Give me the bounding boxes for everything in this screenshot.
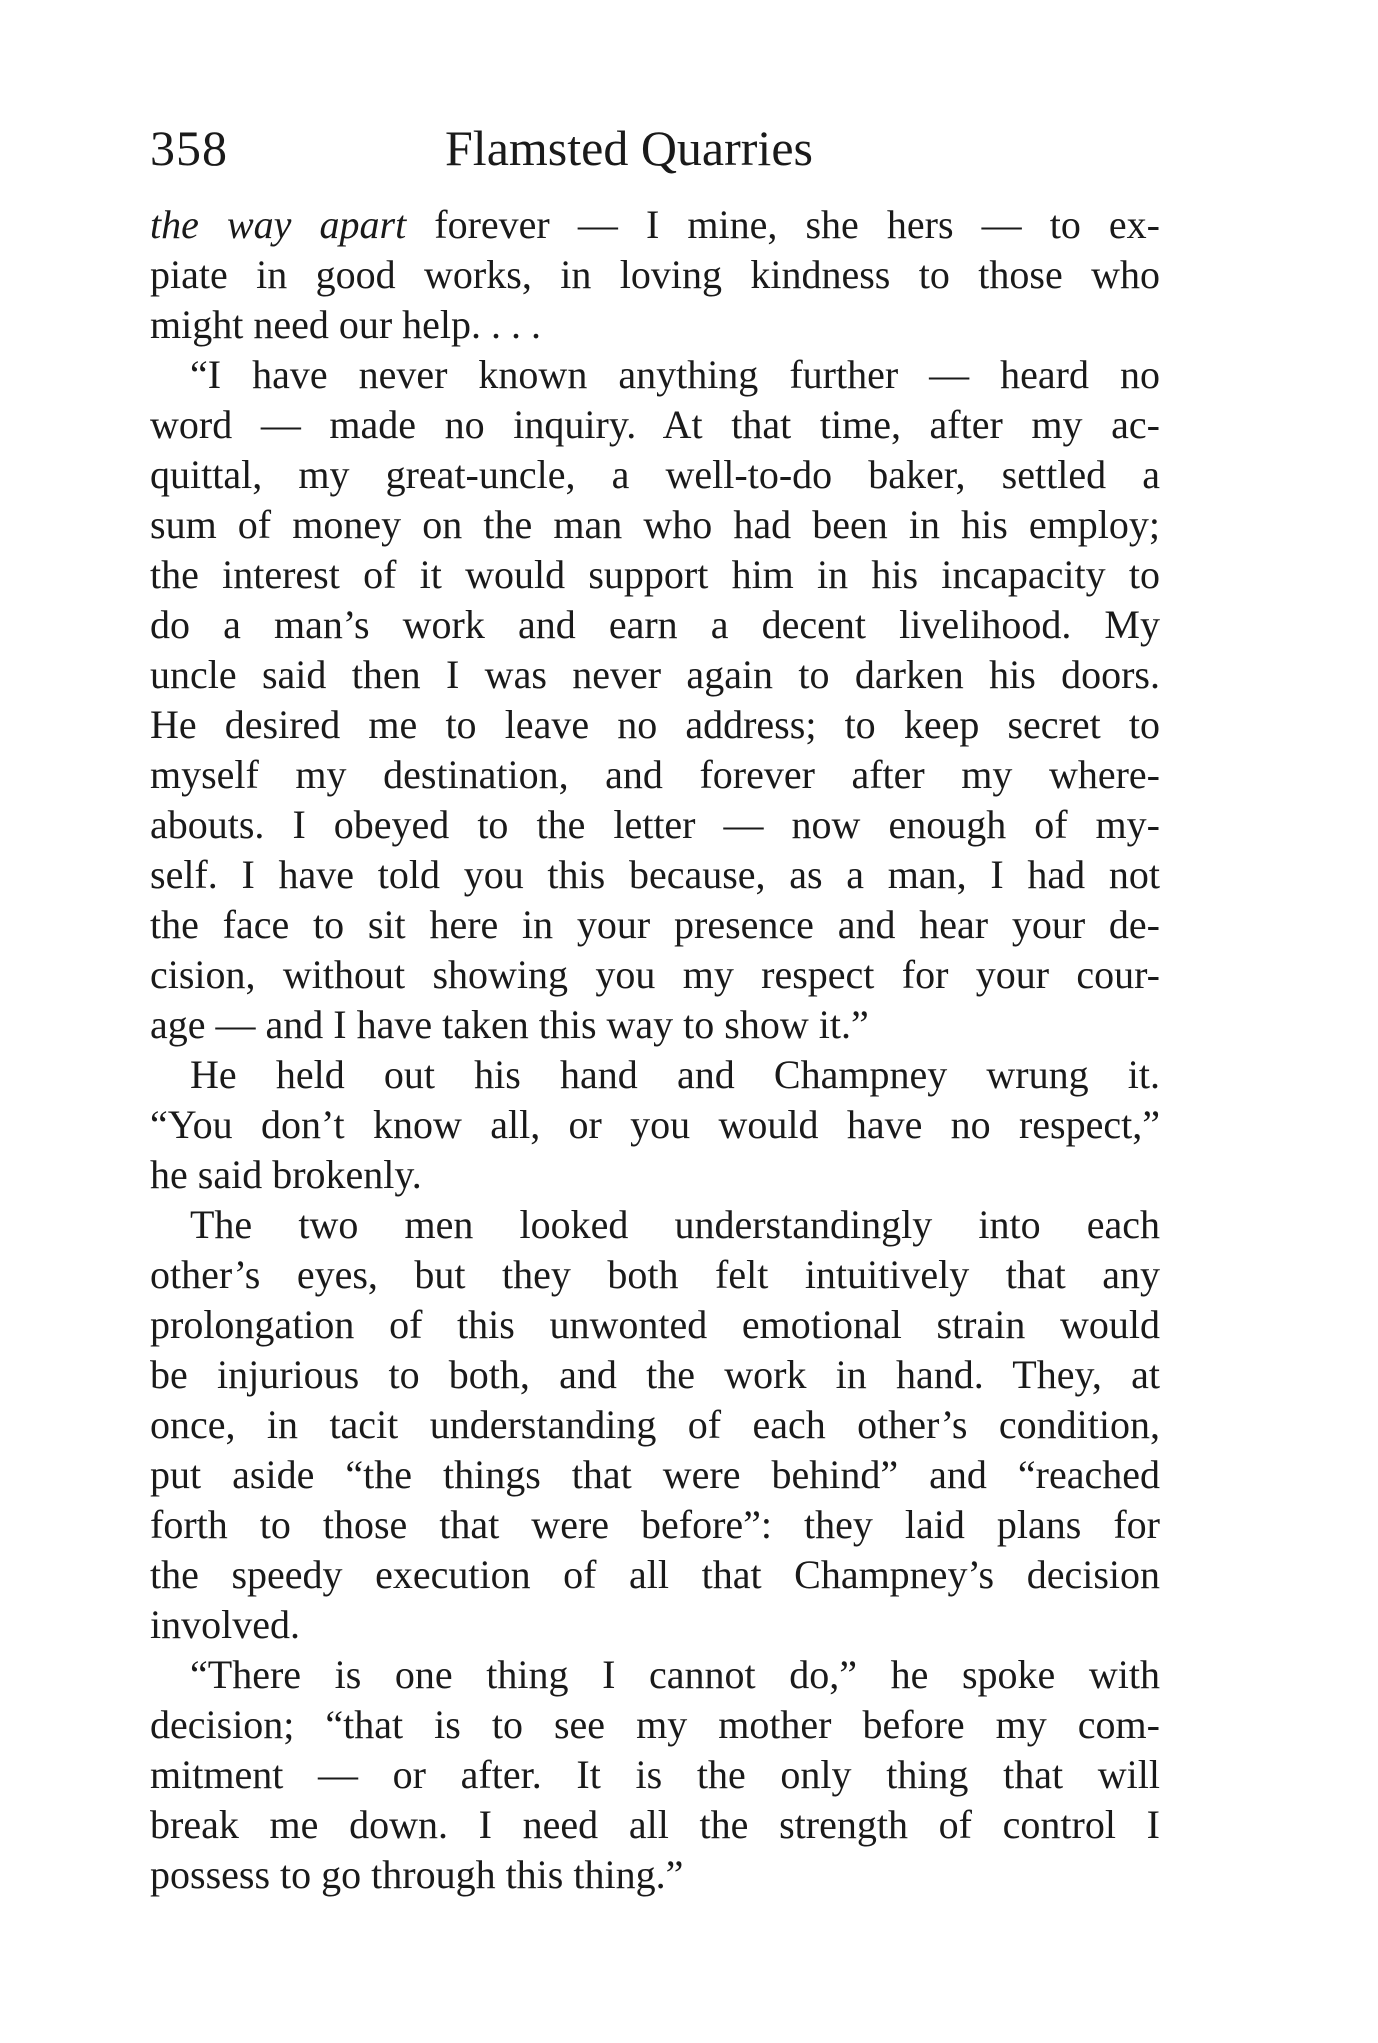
text-line: the speedy execution of all that Champney’s decision <box>150 1552 1160 1597</box>
text-line: other’s eyes, but they both felt intuitively that any <box>150 1252 1160 1297</box>
text-line-rest: forever — I mine, she hers — to ex- <box>406 202 1160 247</box>
text-line: put aside “the things that were behind” and “reached <box>150 1452 1160 1497</box>
page-header <box>150 118 1160 188</box>
text-line <box>150 200 1160 250</box>
text-line: be injurious to both, and the work in hand. They, at <box>150 1352 1160 1397</box>
text-line: “There is one thing I cannot do,” he spoke with <box>190 1652 1160 1697</box>
running-title: Flamsted Quarries <box>445 120 813 176</box>
italic-phrase: the way apart <box>150 202 407 247</box>
text-line: piate in good works, in loving kindness to those who <box>150 252 1160 297</box>
text-line: The two men looked understandingly into each <box>190 1202 1160 1247</box>
text-line: the interest of it would support him in his incapacity to <box>150 552 1160 597</box>
text-line: forth to those that were before”: they laid plans for <box>150 1502 1160 1547</box>
text-line: self. I have told you this because, as a man, I had not <box>150 852 1160 897</box>
text-line: possess to go through this thing.” <box>150 1852 684 1897</box>
text-line: involved. <box>150 1602 300 1647</box>
text-line: myself my destination, and forever after my where- <box>150 752 1160 797</box>
text-line: might need our help. . . . <box>150 302 542 347</box>
text-line: cision, without showing you my respect for your cour- <box>150 952 1160 997</box>
text-line: once, in tacit understanding of each other’s condition, <box>150 1402 1160 1447</box>
text-line: do a man’s work and earn a decent livelihood. My <box>150 602 1160 647</box>
text-line: age — and I have taken this way to show it.” <box>150 1002 869 1047</box>
text-line: quittal, my great-uncle, a well-to-do baker, settled a <box>150 452 1160 497</box>
text-line: word — made no inquiry. At that time, after my ac- <box>150 402 1160 447</box>
text-line: sum of money on the man who had been in his employ; <box>150 502 1160 547</box>
text-line: uncle said then I was never again to darken his doors. <box>150 652 1160 697</box>
text-line: break me down. I need all the strength of control I <box>150 1802 1160 1847</box>
text-line: abouts. I obeyed to the letter — now enough of my- <box>150 802 1160 847</box>
text-line: the face to sit here in your presence and hear your de- <box>150 902 1160 947</box>
text-line: “I have never known anything further — heard no <box>190 352 1160 397</box>
text-line: decision; “that is to see my mother before my com- <box>150 1702 1160 1747</box>
text-line: he said brokenly. <box>150 1152 422 1197</box>
text-line: prolongation of this unwonted emotional strain would <box>150 1302 1160 1347</box>
text-line: mitment — or after. It is the only thing that will <box>150 1752 1160 1797</box>
text-line: “You don’t know all, or you would have no respect,” <box>150 1102 1160 1147</box>
page-number: 358 <box>150 120 228 176</box>
text-line: He desired me to leave no address; to keep secret to <box>150 702 1160 747</box>
text-line: He held out his hand and Champney wrung it. <box>190 1052 1160 1097</box>
body-text <box>150 200 1160 1900</box>
